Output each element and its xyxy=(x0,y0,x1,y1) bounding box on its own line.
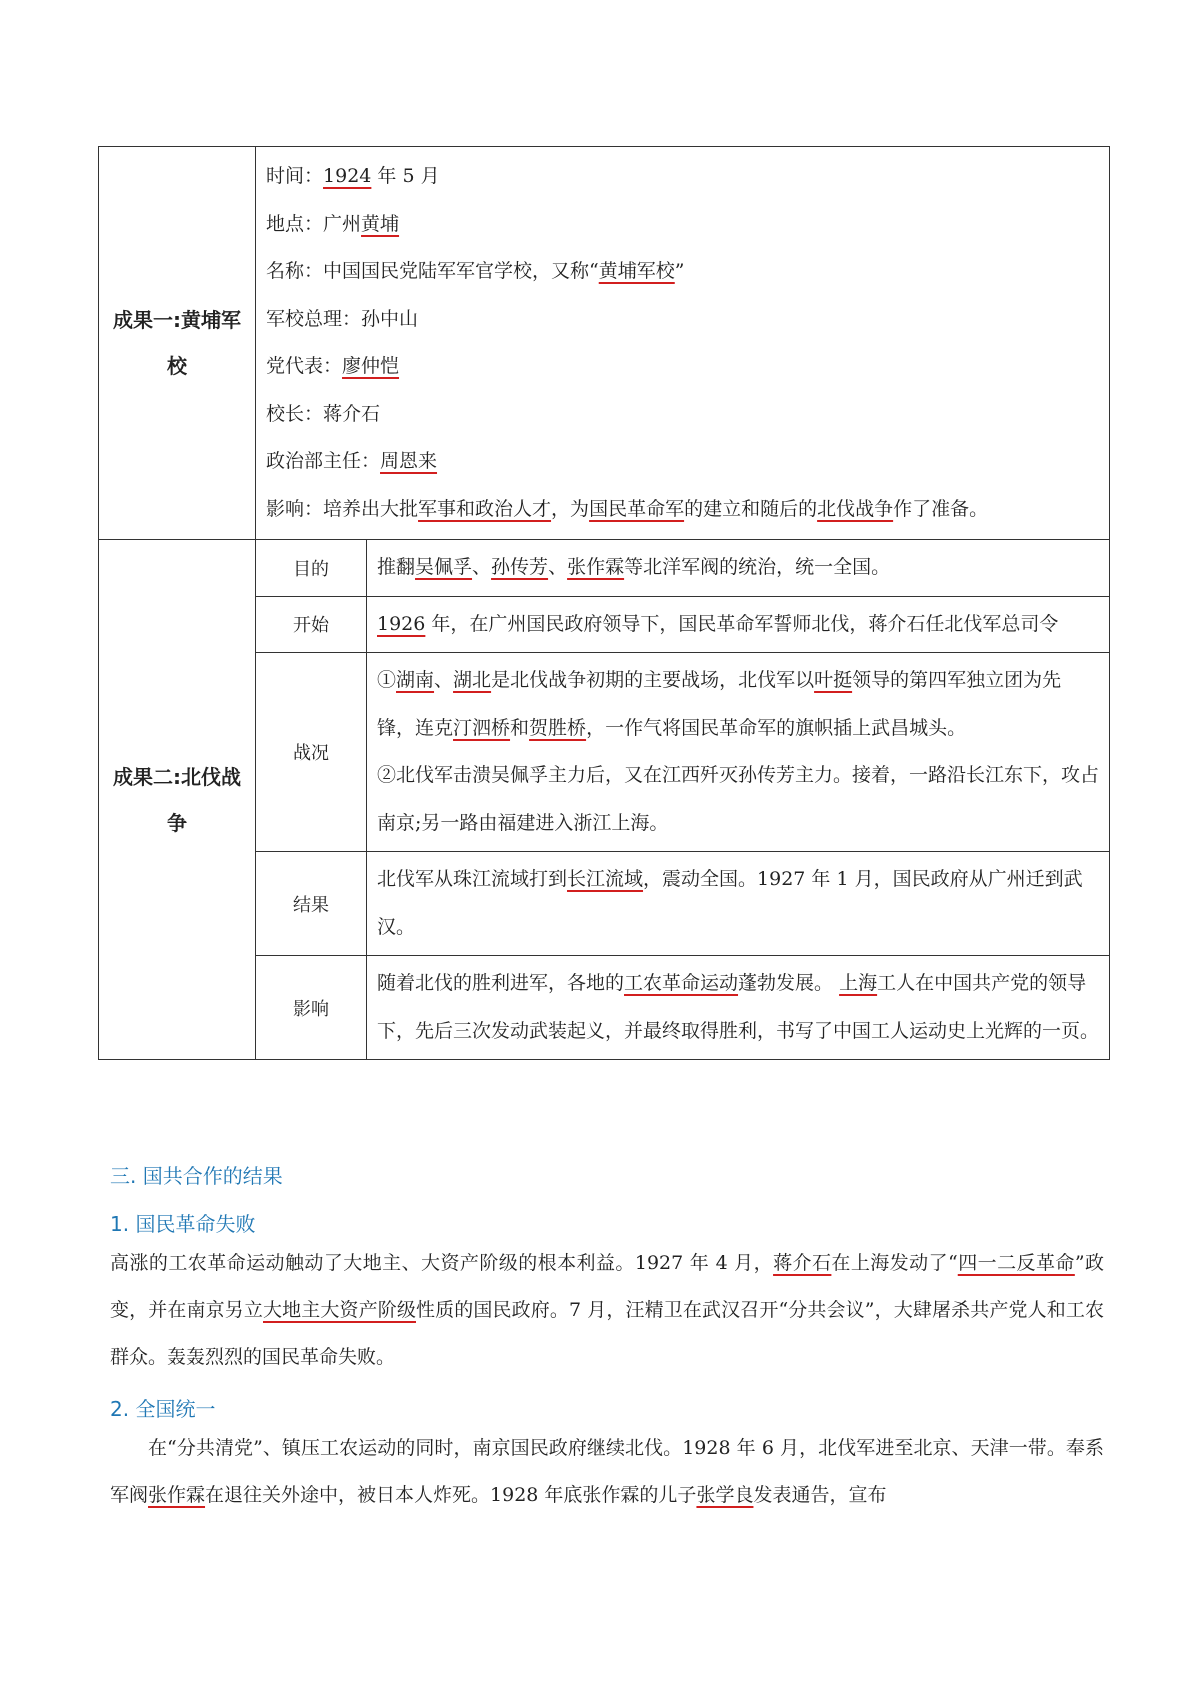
row-header-northern-expedition xyxy=(99,540,256,1060)
paragraph-revolution-failure: 高涨的工农革命运动触动了大地主、大资产阶级的根本利益。1927 年 4 月，蒋介石在上海发动了“四一二反革命”政变，并在南京另立大地主大资产阶级性质的国民政府。7 月，汪精卫在武汉召开“分共会议”，大肆屠杀共产党人和工农群众。轰轰烈烈的国民革命失败。 xyxy=(110,1252,1104,1368)
sub-content xyxy=(367,653,1110,852)
line-place: 地点：广州黄埔 xyxy=(266,212,400,235)
line-political-director: 政治部主任：周恩来 xyxy=(266,450,438,472)
sub-label: 影响 xyxy=(256,956,367,1060)
sub-row-result xyxy=(256,852,1109,956)
subsection-heading-2: 2. 全国统一 xyxy=(110,1397,216,1421)
table-row-northern-expedition xyxy=(99,540,1110,1060)
subsection-heading-1: 1. 国民革命失败 xyxy=(110,1212,256,1236)
line-premier: 军校总理：孙中山 xyxy=(266,307,419,330)
sub-row-battles xyxy=(256,653,1109,852)
whampoa-details xyxy=(256,147,1110,540)
sub-content: 1926 年，在广州国民政府领导下，国民革命军誓师北伐，蒋介石任北伐军总司令 xyxy=(367,596,1110,653)
line-party-rep: 党代表：廖仲恺 xyxy=(266,355,400,377)
sub-label: 结果 xyxy=(256,852,367,956)
row-header-text: 成果二:北伐战争 xyxy=(113,764,241,835)
paragraph-national-unification: 在“分共清党”、镇压工农运动的同时，南京国民政府继续北伐。1928 年 6 月，北伐军进至北京、天津一带。奉系军阀张作霖在退往关外途中，被日本人炸死。1928 年底张作霖的儿子张学良发表通告，宣布 xyxy=(110,1437,1104,1506)
table-row-whampoa xyxy=(99,147,1110,540)
line-impact: 影响：培养出大批军事和政治人才，为国民革命军的建立和随后的北伐战争作了准备。 xyxy=(266,497,989,520)
expedition-subtable xyxy=(256,540,1109,1059)
line-principal: 校长：蒋介石 xyxy=(266,402,381,425)
sub-content: 北伐军从珠江流域打到长江流域，震动全国。1927 年 1 月，国民政府从广州迁到武汉。 xyxy=(367,852,1110,956)
row-header-whampoa xyxy=(99,147,256,540)
summary-table xyxy=(98,146,1110,1060)
section-heading: 三. 国共合作的结果 xyxy=(110,1164,283,1188)
sub-row-impact xyxy=(256,956,1109,1060)
sub-label: 战况 xyxy=(256,653,367,852)
sub-content: 随着北伐的胜利进军，各地的工农革命运动蓬勃发展。 上海工人在中国共产党的领导下，先后三次发动武装起义，并最终取得胜利，书写了中国工人运动史上光辉的一页。 xyxy=(367,956,1110,1060)
sub-row-start xyxy=(256,596,1109,653)
line-time: 时间：1924 年 5 月 xyxy=(266,165,440,187)
expedition-details xyxy=(256,540,1110,1060)
sub-content: 推翻吴佩孚、孙传芳、张作霖等北洋军阀的统治，统一全国。 xyxy=(367,540,1110,596)
battle-paragraph-2: ②北伐军击溃吴佩孚主力后，又在江西歼灭孙传芳主力。接着，一路沿长江东下，攻占南京;另一路由福建进入浙江上海。 xyxy=(377,764,1100,834)
sub-label: 目的 xyxy=(256,540,367,596)
row-header-text: 成果一:黄埔军校 xyxy=(113,308,241,378)
sub-row-goal xyxy=(256,540,1109,596)
battle-paragraph-1: ①湖南、湖北是北伐战争初期的主要战场，北伐军以叶挺领导的第四军独立团为先锋，连克汀泗桥和贺胜桥，一作气将国民革命军的旗帜插上武昌城头。 xyxy=(377,669,1062,739)
sub-label: 开始 xyxy=(256,596,367,653)
line-name: 名称：中国国民党陆军军官学校，又称“黄埔军校” xyxy=(266,260,685,282)
